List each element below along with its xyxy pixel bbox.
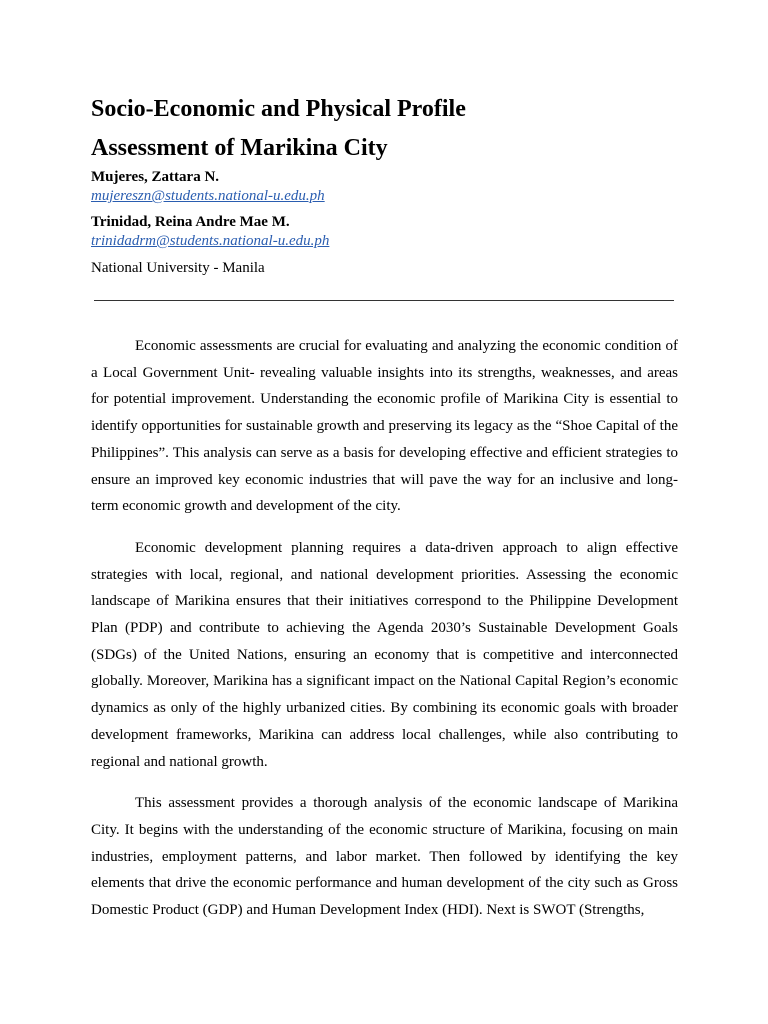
author-email-link[interactable]: mujereszn@students.national-u.edu.ph — [91, 188, 325, 204]
horizontal-divider — [94, 300, 674, 301]
body-paragraph: Economic development planning requires a data-driven approach to align effective strategies with local, regional, and national development priorities. Assessing the economic landscape of Marikina ensures that their initiatives correspond to the Philippine Development Plan (PDP) and contribute to achieving the Agenda 2030’s Sustainable Development Goals (SDGs) of the United Nations, ensuring an economy that is competitive and interconnected globally. Moreover, Marikina has a significant impact on the National Capital Region’s economic dynamics as only of the highly urbanized cities. By combining its economic goals with broader development frameworks, Marikina can address local challenges, while also contributing to regional and national growth. — [91, 539, 678, 770]
body-paragraph: Economic assessments are crucial for evaluating and analyzing the economic condition of a Local Government Unit- revealing valuable insights into its strengths, weaknesses, and areas for potential improvement. Understanding the economic profile of Marikina City is essential to identify opportunities for sustainable growth and preserving its legacy as the “Shoe Capital of the Philippines”. This analysis can serve as a basis for developing effective and efficient strategies to ensure an improved key economic industries that will pave the way for an inclusive and long-term economic growth and development of the city. — [91, 338, 678, 515]
author-name: Trinidad, Reina Andre Mae M. — [91, 214, 290, 230]
paper-title-line-2: Assessment of Marikina City — [91, 135, 388, 161]
author-name: Mujeres, Zattara N. — [91, 169, 220, 185]
body-paragraph: This assessment provides a thorough analysis of the economic landscape of Marikina City. It begins with the understanding of the economic structure of Marikina, focusing on main industries, employment patterns, and labor market. Then followed by identifying the key elements that drive the economic performance and human development of the city such as Gross Domestic Product (GDP) and Human Development Index (HDI). Next is SWOT (Strengths, — [91, 795, 678, 919]
paper-title-line-1: Socio-Economic and Physical Profile — [91, 96, 466, 122]
author-email-link[interactable]: trinidadrm@students.national-u.edu.ph — [91, 233, 330, 249]
body-text — [91, 333, 678, 939]
affiliation: National University - Manila — [91, 260, 265, 276]
